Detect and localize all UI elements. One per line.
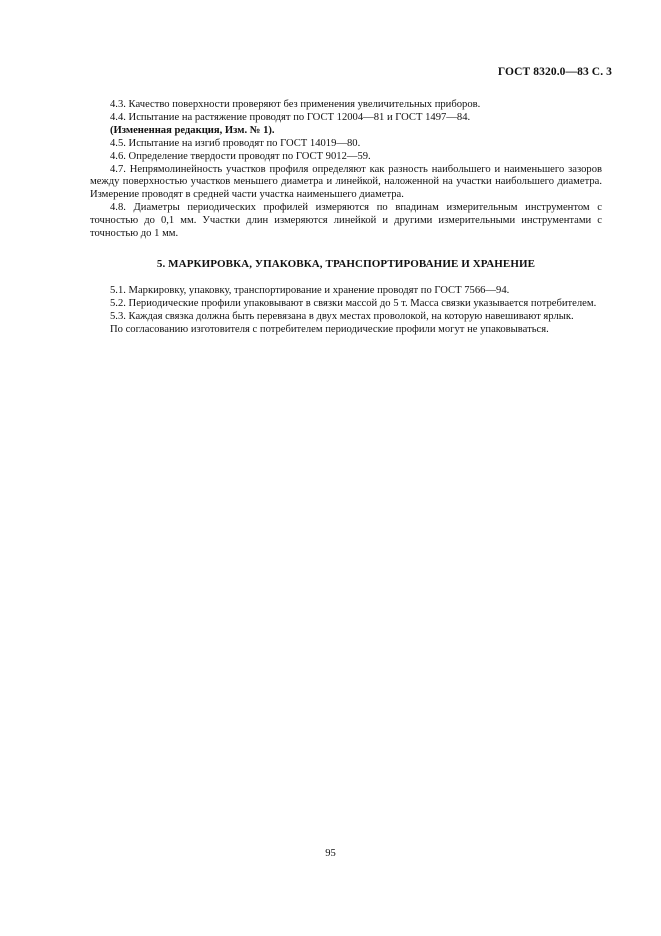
paragraph-5-2: 5.2. Периодические профили упаковывают в связки массой до 5 т. Масса связки указывается потребителем. [110,297,597,309]
page-header: ГОСТ 8320.0—83 С. 3 [497,66,612,78]
amendment-note: (Измененная редакция, Изм. № 1). [110,124,275,136]
paragraph-packaging-agreement: По согласованию изготовителя с потребителем периодические профили могут не упаковываться. [110,323,549,335]
paragraph-4-7: 4.7. Непрямолинейность участков профиля определяют как разность наибольшего и наименьшего зазоров между поверхностью участков меньшего диаметра и линейкой, наложенной на участки наибольшего диаметра. Измерение проводят в средней части участка наименьшего диаметра. [90,163,602,201]
paragraph-4-5: 4.5. Испытание на изгиб проводят по ГОСТ 14019—80. [110,137,361,149]
paragraph-4-3: 4.3. Качество поверхности проверяют без применения увеличительных приборов. [110,99,481,110]
paragraph-4-8: 4.8. Диаметры периодических профилей измеряются по впадинам измерительным инструментом с точностью до 0,1 мм. Участки длин измеряются линейкой и другими измерительными инструментами с точностью до 1 мм. [90,202,602,240]
section-5-body [90,285,602,337]
section-4-body [90,99,602,241]
section-5-title: 5. МАРКИРОВКА, УПАКОВКА, ТРАНСПОРТИРОВАНИЕ И ХРАНЕНИЕ [156,258,536,270]
paragraph-5-3: 5.3. Каждая связка должна быть перевязана в двух местах проволокой, на которую навешивают ярлык. [110,310,574,322]
page-number: 95 [325,848,336,859]
paragraph-4-6: 4.6. Определение твердости проводят по ГОСТ 9012—59. [110,150,371,162]
paragraph-4-4: 4.4. Испытание на растяжение проводят по ГОСТ 12004—81 и ГОСТ 1497—84. [110,111,471,123]
paragraph-5-1: 5.1. Маркировку, упаковку, транспортирование и хранение проводят по ГОСТ 7566—94. [110,285,510,296]
